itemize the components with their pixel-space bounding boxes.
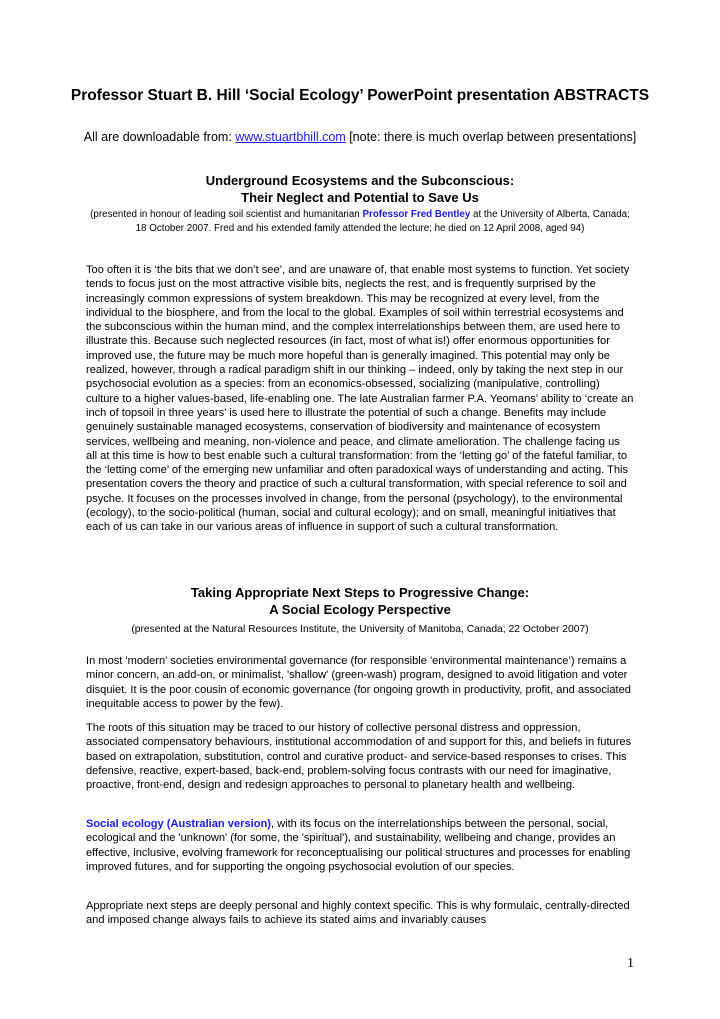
section1-heading	[60, 172, 660, 206]
section1-note	[84, 208, 636, 236]
section2-para3	[86, 817, 634, 874]
social-ecology-highlight: Social ecology (Australian version)	[86, 818, 271, 830]
section2-note: (presented at the Natural Resources Institute, the University of Manitoba, Canada; 22 October 2007)	[131, 624, 589, 635]
website-link[interactable]: www.stuartbhill.com	[235, 130, 346, 144]
section2-heading	[60, 584, 660, 618]
section2-heading-line2: A Social Ecology Perspective	[269, 602, 451, 617]
section1-heading-line1: Underground Ecosystems and the Subconscious:	[205, 173, 515, 188]
section2-heading-line1: Taking Appropriate Next Steps to Progressive Change:	[190, 585, 530, 600]
section2-para1: In most 'modern' societies environmental governance (for responsible 'environmental maintenance’) remains a minor concern, an add-on, or minimalist, 'shallow' (green-wash) program, designed to avoid litigation and voter disquiet. It is the poor cousin of economic governance (for ongoing growth in productivity, profit, and associated inequitable access to power by the few).	[86, 655, 631, 710]
section1-body: Too often it is ‘the bits that we don’t see’, and are unaware of, that enable most systems to function. Yet society tends to focus just on the most attractive visible bits, neglects the rest, and is frequently surprised by the increasingly common expressions of system breakdown. This may be recognized at every level, from the individual to the biosphere, and from the local to the global. Examples of soil within terrestrial ecosystems and the subconscious within the human mind, and the complex interrelationships between them, are used here to illustrate this. Because such neglected resources (in fact, most of what is!) offer enormous opportunities for improved use, the future may be much more hopeful than is generally imagined. This potential may only be realized, however, through a radical paradigm shift in our thinking – indeed, only by taking the next step in our psychosocial evolution as a species: from an economics-obsessed, socializing (manipulative, controlling) culture to a higher values-based, life-enabling one. The late Australian farmer P.A. Yeomans’ ability to ‘create an inch of topsoil in three years’ is used here to illustrate the potential of such a change. Benefits may include genuinely sustainable managed ecosystems, conservation of biodiversity and maintenance of ecosystem services, wellbeing and meaning, non-violence and peace, and climate amelioration. The challenge facing us all at this time is how to best enable such a cultural transformation: from the ‘letting go’ of the fateful familiar, to the ‘letting come’ of the emerging new unfamiliar and often paradoxical ways of understanding and acting. This presentation covers the theory and practice of such a cultural transformation, with special reference to soil and psyche. It focuses on the processes involved in change, from the personal (psychology), to the environmental (ecology), to the socio-political (human, social and cultural ecology); and on small, meaningful initiatives that each of us can take in our various areas of influence in support of such a cultural transformation.	[86, 264, 634, 534]
section1-note-suffix: at the University of Alberta, Canada; 18 October 2007. Fred and his extended family attended the lecture; he died on 12 April 2008, aged 94)	[135, 209, 630, 234]
subtitle	[80, 128, 640, 146]
section1-note-name: Professor Fred Bentley	[362, 209, 471, 220]
section2-para3-rest: , with its focus on the interrelationships between the personal, social, ecological and the 'unknown' (for some, the 'spiritual'), and sustainability, wellbeing and change, provides an effective, inclusive, evolving framework for reconceptualising our political structures and processes for enabling improved futures, and for supporting the ongoing psychosocial evolution of our species.	[86, 818, 631, 873]
section2-para2: The roots of this situation may be traced to our history of collective personal distress and oppression, associated compensatory behaviours, institutional accommodation of and support for this, and beliefs in futures based on extrapolation, substitution, control and curative product- and service-based responses to crises. This defensive, reactive, expert-based, back-end, problem-solving focus contrasts with our need for imaginative, proactive, front-end, design and redesign approaches to personal to planetary health and wellbeing.	[86, 722, 632, 792]
section2-para4: Appropriate next steps are deeply personal and highly context specific. This is why formulaic, centrally-directed and imposed change always fails to achieve its stated aims and invariably causes	[86, 900, 630, 927]
section1-heading-line2: Their Neglect and Potential to Save Us	[241, 190, 479, 205]
subtitle-prefix: All are downloadable from:	[83, 130, 236, 144]
section1-note-prefix: (presented in honour of leading soil scientist and humanitarian	[90, 209, 363, 220]
page-title: Professor Stuart B. Hill ‘Social Ecology’ PowerPoint presentation ABSTRACTS	[70, 87, 650, 104]
subtitle-suffix: [note: there is much overlap between presentations]	[345, 130, 637, 144]
page-number: 1	[627, 956, 634, 971]
